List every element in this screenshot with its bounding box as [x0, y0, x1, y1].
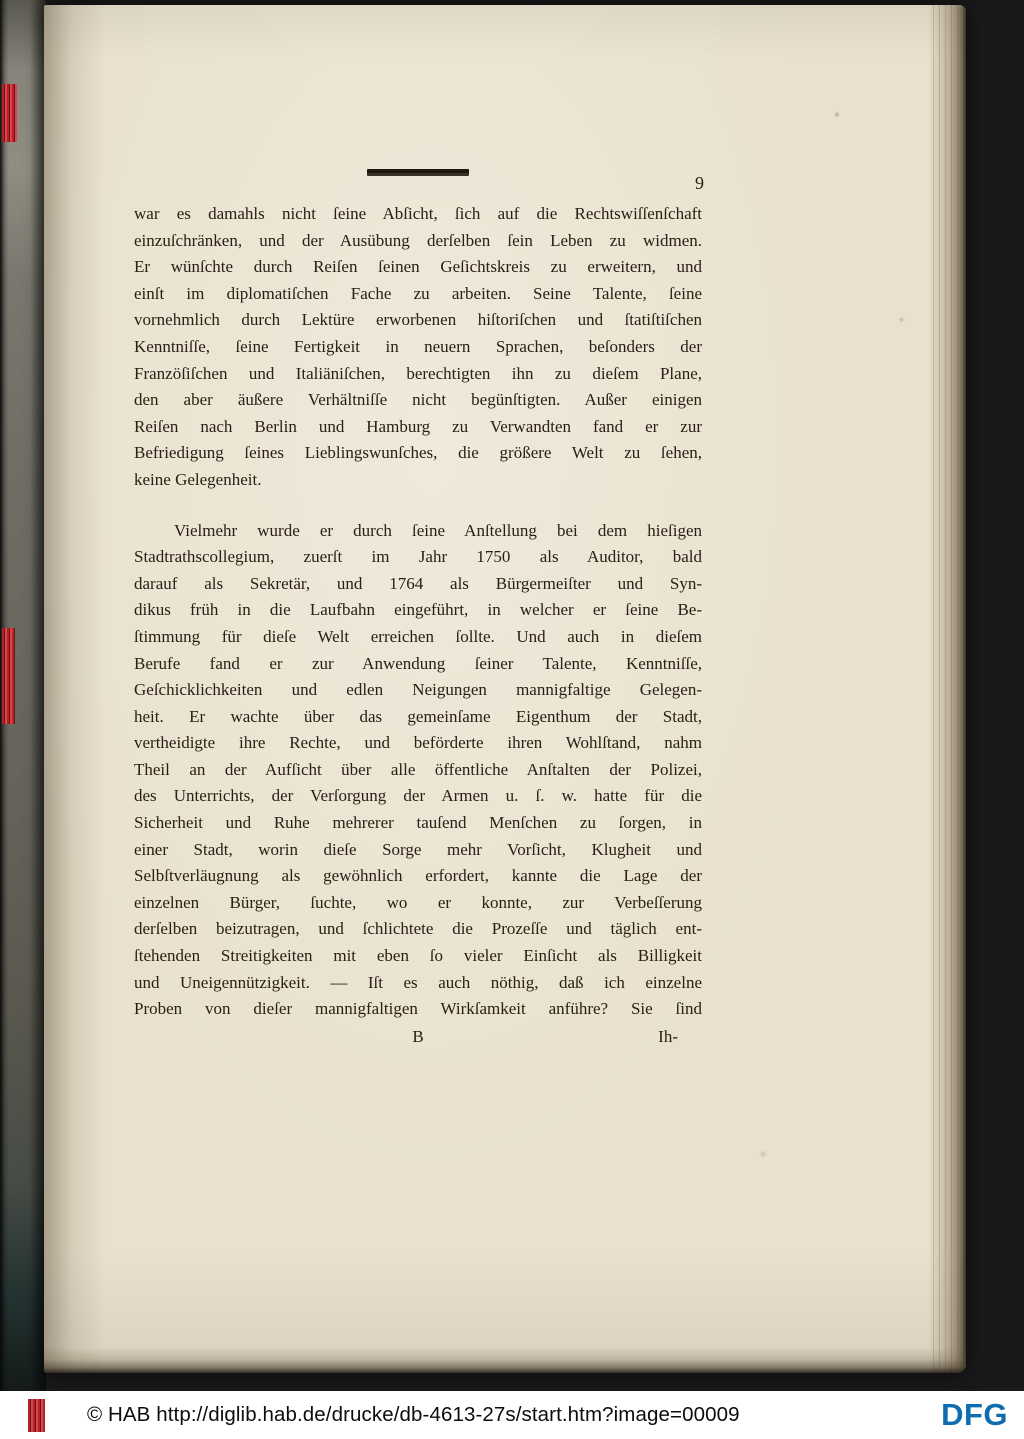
text-line: des Unterrichts, der Verſorgung der Armen u. ſ. w. hatte für die	[134, 786, 702, 806]
text-line: Theil an der Aufſicht über alle öffentliche Anſtalten der Polizei,	[134, 759, 702, 779]
color-calibration-mark	[2, 628, 15, 724]
text-area	[134, 165, 702, 1051]
text-line: war es damahls nicht ſeine Abſicht, ſich auf die Rechtswiſſenſchaft	[134, 204, 702, 223]
text-line: ſtimmung für dieſe Welt erreichen ſollte. Und auch in dieſem	[134, 626, 702, 646]
text-line: vornehmlich durch Lektüre erworbenen hiſtoriſchen und ſtatiſtiſchen	[134, 310, 702, 330]
catchword: Ih-	[658, 1026, 678, 1046]
text-line: heit. Er wachte über das gemeinſame Eigenthum der Stadt,	[134, 706, 702, 726]
text-line: Sicherheit und Ruhe mehrerer tauſend Menſchen zu ſorgen, in	[134, 813, 702, 833]
book-page	[44, 5, 966, 1373]
page-edge-stack	[928, 5, 966, 1373]
text-line: Kenntniſſe, ſeine Fertigkeit in neuern Sprachen, beſonders der	[134, 336, 702, 356]
text-line: vertheidigte ihre Rechte, und beförderte ihren Wohlſtand, nahm	[134, 733, 702, 753]
text-line: einzuſchränken, und der Ausübung derſelben ſein Leben zu widmen.	[134, 230, 702, 250]
dfg-logo: DFG	[941, 1397, 1008, 1432]
paragraph	[134, 201, 702, 494]
signature-mark: B	[412, 1026, 424, 1046]
text-line: Er wünſchte durch Reiſen ſeinen Geſichtskreis zu erweitern, und	[134, 257, 702, 277]
text-line: Befriedigung ſeines Lieblingswunſches, die größere Welt zu ſehen,	[134, 443, 702, 463]
text-line: Franzöſiſchen und Italiäniſchen, berechtigten ihn zu dieſem Plane,	[134, 363, 702, 383]
paragraph	[134, 518, 702, 1023]
text-line: Stadtrathscollegium, zuerſt im Jahr 1750 als Auditor, bald	[134, 547, 702, 567]
color-calibration-mark	[2, 84, 17, 142]
text-line: dikus früh in die Laufbahn eingeführt, in welcher er ſeine Be-	[134, 600, 702, 620]
printer-rule-ornament	[367, 169, 469, 176]
text-line: und Uneigennützigkeit. — Iſt es auch nöthig, daß ich einzelne	[134, 972, 702, 992]
text-line: Vielmehr wurde er durch ſeine Anſtellung bei dem hieſigen	[174, 520, 702, 540]
text-line: darauf als Sekretär, und 1764 als Bürgermeiſter und Syn-	[134, 573, 702, 593]
signature-row	[134, 1024, 702, 1051]
page-header-row	[134, 165, 704, 193]
book-spine-edge	[0, 0, 46, 1392]
text-line: derſelben beizutragen, und ſchlichtete die Prozeſſe und täglich ent-	[134, 919, 702, 939]
text-line: Proben von dieſer mannigfaltigen Wirkſamkeit anführe? Sie ſind	[134, 999, 702, 1019]
page-bottom-edge-stack	[44, 1347, 966, 1373]
text-line: ſtehenden Streitigkeiten mit eben ſo vieler Einſicht als Billigkeit	[134, 946, 702, 966]
text-line: keine Gelegenheit.	[134, 469, 262, 489]
attribution-bar	[0, 1391, 1024, 1439]
text-line: Reiſen nach Berlin und Hamburg zu Verwandten fand er zur	[134, 416, 702, 436]
text-block	[134, 201, 702, 1023]
page-number: 9	[695, 173, 704, 193]
text-line: einer Stadt, worin dieſe Sorge mehr Vorſicht, Klugheit und	[134, 839, 702, 859]
text-line: einſt im diplomatiſchen Fache zu arbeiten. Seine Talente, ſeine	[134, 283, 702, 303]
text-line: Selbſtverläugnung als gewöhnlich erfordert, kannte die Lage der	[134, 866, 702, 886]
text-line: einzelnen Bürger, ſuchte, wo er konnte, zur Verbeſſerung	[134, 892, 702, 912]
attribution-text: © HAB http://diglib.hab.de/drucke/db-4613-27s/start.htm?image=00009	[87, 1403, 740, 1426]
text-line: den aber äußere Verhältniſſe nicht begünſtigten. Außer einigen	[134, 390, 702, 410]
text-line: Geſchicklichkeiten und edlen Neigungen mannigfaltige Gelegen-	[134, 680, 702, 700]
text-line: Berufe fand er zur Anwendung ſeiner Talente, Kenntniſſe,	[134, 653, 702, 673]
color-calibration-mark	[28, 1399, 45, 1432]
